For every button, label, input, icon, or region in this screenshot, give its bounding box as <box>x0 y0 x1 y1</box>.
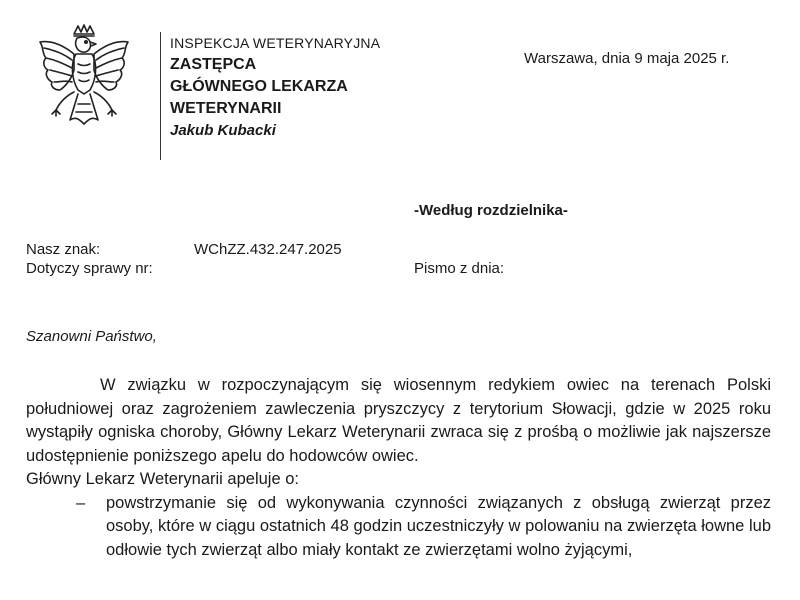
title-line-1: ZASTĘPCA <box>170 56 257 73</box>
greeting: Szanowni Państwo, <box>26 328 157 345</box>
title-line-3: WETERYNARII <box>170 100 282 117</box>
list-dash: – <box>76 493 86 512</box>
body-paragraph-1: W związku w rozpoczynającym się wiosennym redykiem owiec na terenach Polski południowej oraz zagrożeniem zawleczenia pryszczycy z terytorium Słowacji, gdzie w 2025 roku wystąpiły ogniska choroby, Główny Lekarz Weterynarii zwraca się z prośbą o możliwie jak najszersze udostępnienie poniższego apelu do hodowców owiec. <box>26 376 771 465</box>
place-and-date: Warszawa, dnia 9 maja 2025 r. <box>524 50 730 67</box>
institution-name: INSPEKCJA WETERYNARYJNA <box>170 35 381 51</box>
title-line-2: GŁÓWNEGO LEKARZA <box>170 78 348 95</box>
list-item-text: powstrzymanie się od wykonywania czynności związanych z obsługą zwierząt przez osoby, które w ciągu ostatnich 48 godzin uczestniczyły w polowaniu na zwierzęta łowne lub odłowie tych zwierząt albo miały kontakt ze zwierzętami wolno żyjącymi, <box>106 493 771 559</box>
our-ref-value: WChZZ.432.247.2025 <box>194 241 342 258</box>
letter-body <box>26 374 771 562</box>
signatory-name: Jakub Kubacki <box>170 122 276 139</box>
list-item <box>26 492 771 563</box>
letterhead <box>170 32 380 142</box>
appeal-list <box>26 492 771 563</box>
header-divider <box>160 32 161 160</box>
case-number-label: Dotyczy sprawy nr: <box>26 260 153 277</box>
our-ref-label: Nasz znak: <box>26 241 101 258</box>
polish-eagle-emblem-icon <box>34 24 134 144</box>
letter-date-label: Pismo z dnia: <box>414 260 505 277</box>
distribution-note: -Według rozdzielnika- <box>414 202 568 219</box>
body-paragraph-2: Główny Lekarz Weterynarii apeluje o: <box>26 470 299 488</box>
